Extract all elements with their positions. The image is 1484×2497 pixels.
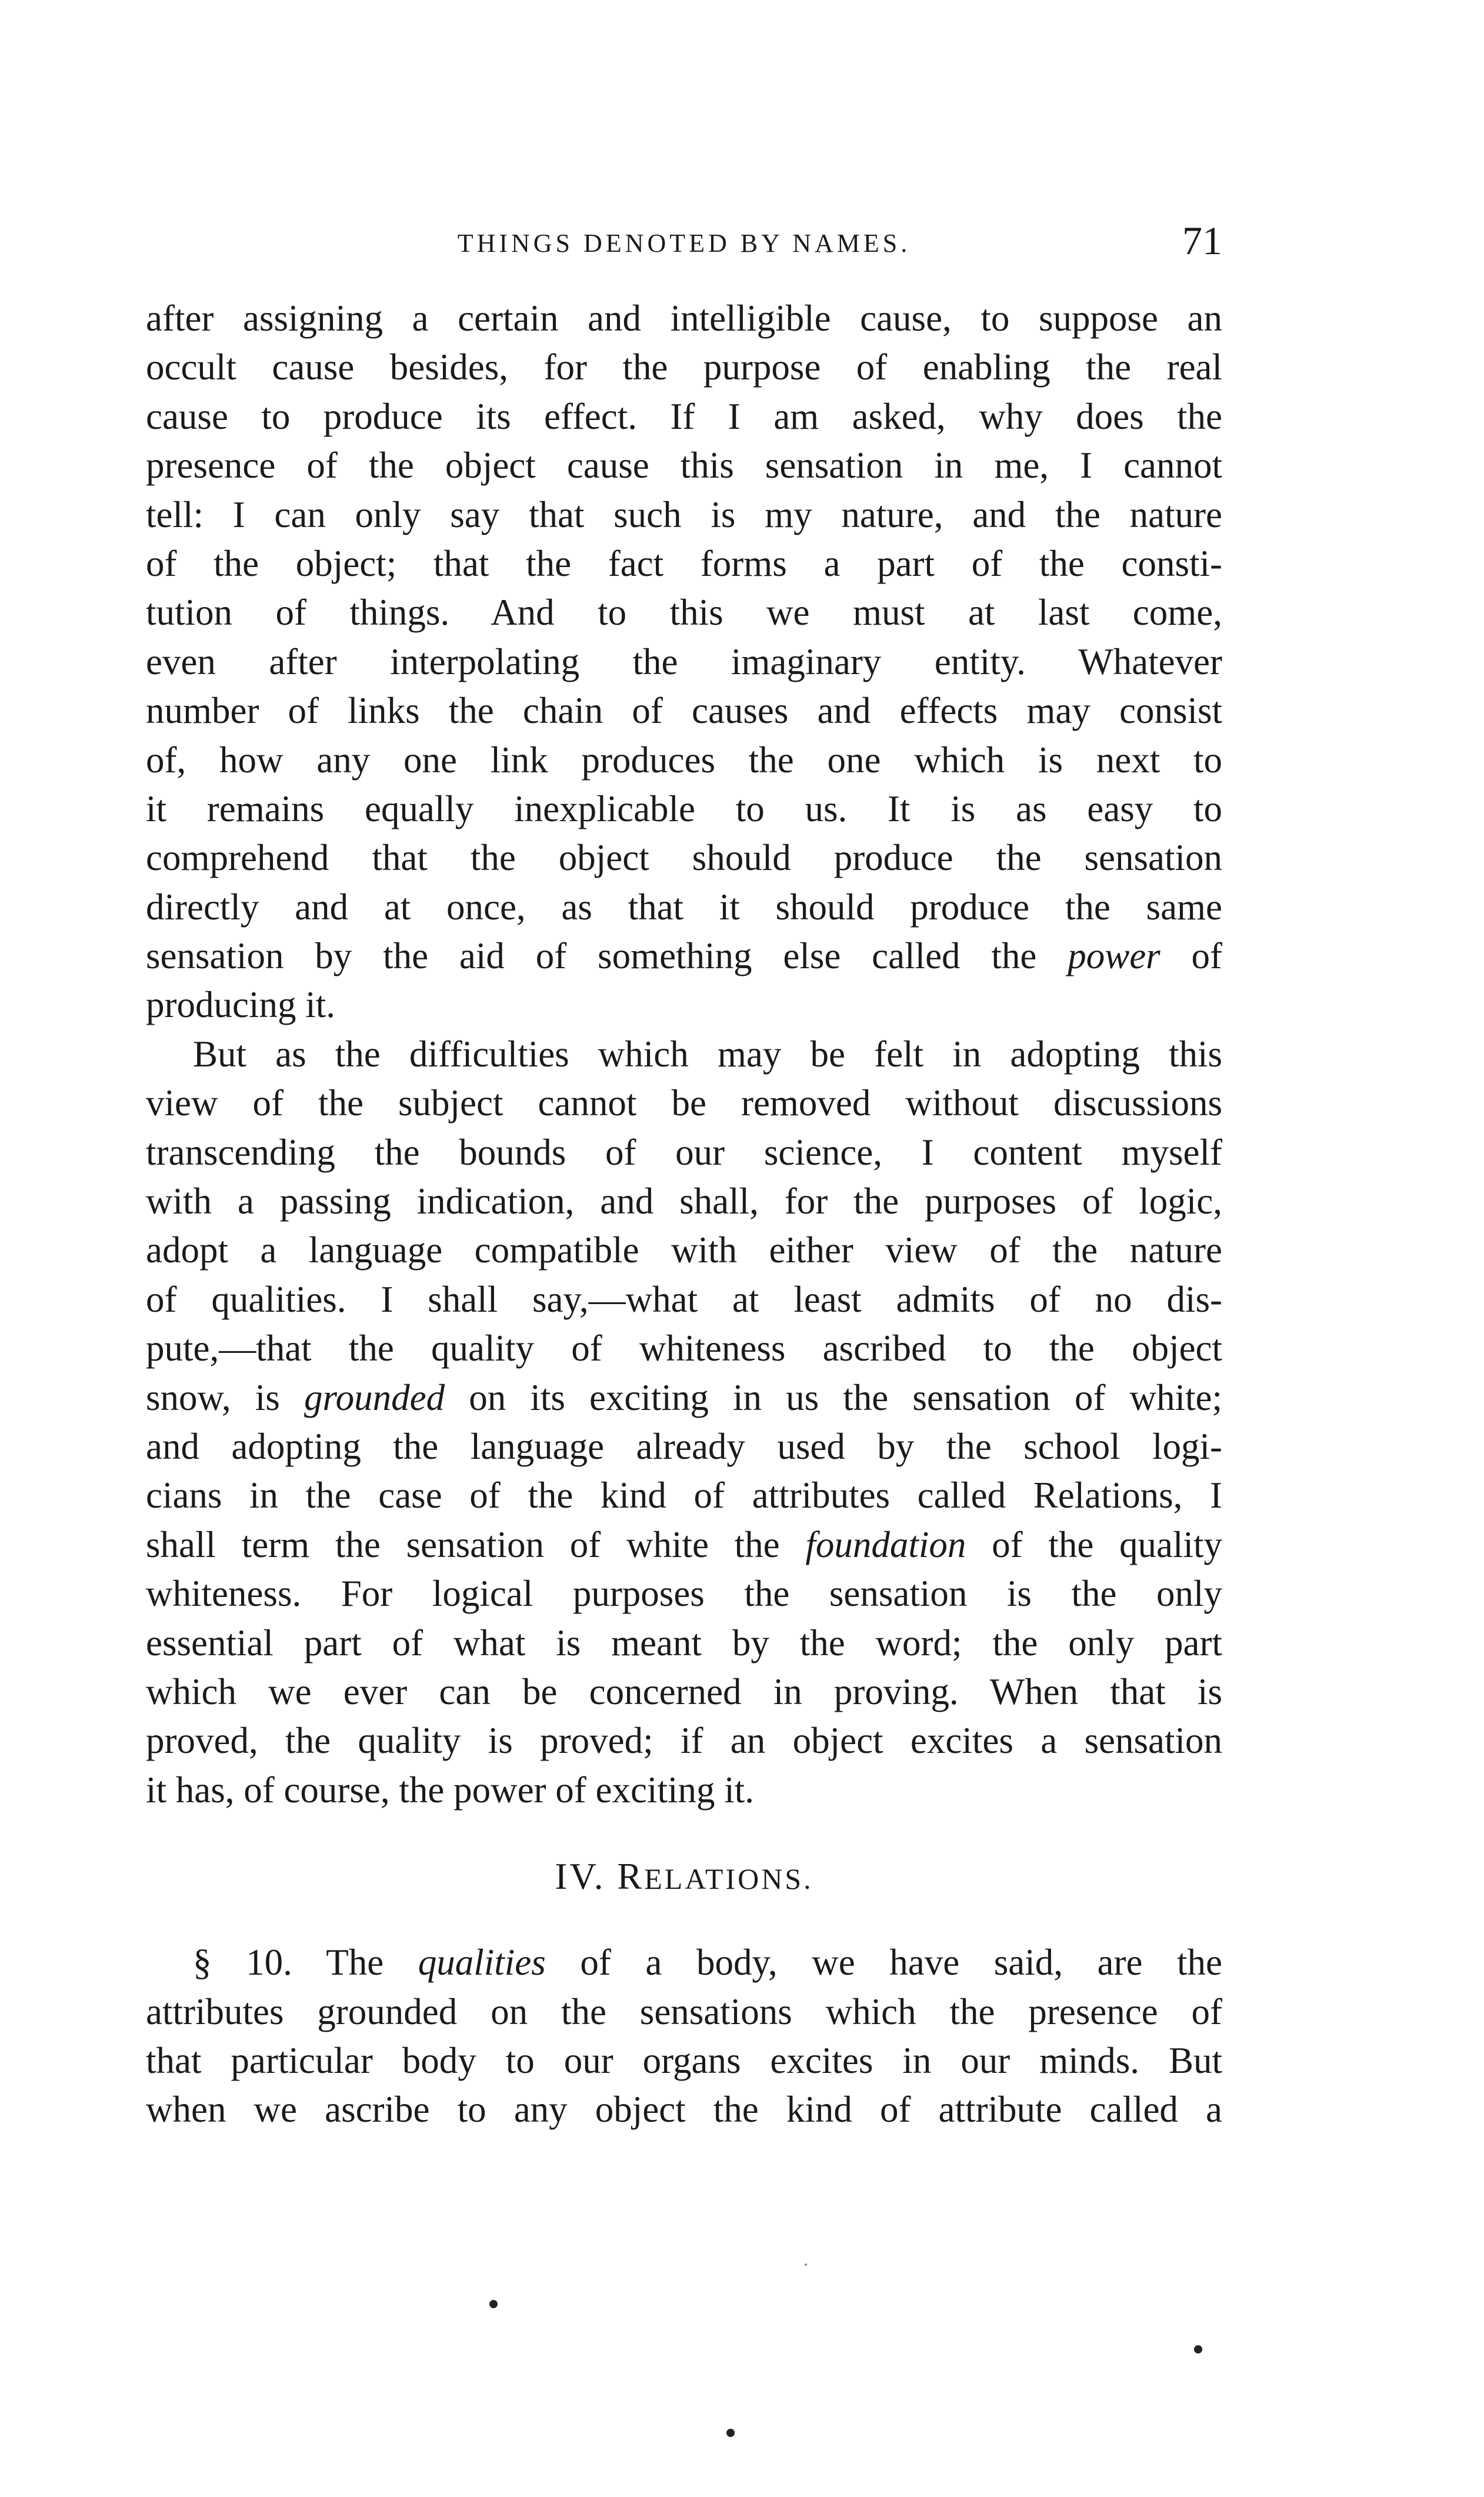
- text-line: it has, of course, the power of exciting it.: [146, 1769, 754, 1811]
- text-line: number of links the chain of causes and effects may consist: [146, 690, 1222, 732]
- section-heading: [146, 1815, 1222, 1938]
- text-line: when we ascribe to any object the kind of attribute called a: [146, 2089, 1222, 2131]
- text-segment: snow, is: [146, 1376, 280, 1418]
- text-segment: sensation by the aid of something else called the: [146, 935, 1037, 977]
- section-title-rest: ELATIONS.: [644, 1862, 813, 1896]
- text-line: [146, 1521, 1222, 1569]
- scan-speck: [805, 2263, 807, 2266]
- text-segment: of the quality: [992, 1523, 1223, 1565]
- page-number: 71: [1182, 218, 1222, 263]
- text-line: directly and at once, as that it should produce the same: [146, 886, 1222, 928]
- text-line: producing it.: [146, 984, 335, 1026]
- text-segment: shall term the sensation of white the: [146, 1523, 780, 1565]
- text-line: with a passing indication, and shall, for the purposes of logic,: [146, 1181, 1222, 1222]
- section-numeral: IV.: [555, 1856, 606, 1898]
- italic-word: foundation: [805, 1523, 966, 1565]
- text-segment: on its exciting in us the sensation of white;: [469, 1376, 1222, 1418]
- text-line: pute,—that the quality of whiteness ascribed to the object: [146, 1328, 1222, 1369]
- text-line: of the object; that the fact forms a part of the consti-: [146, 542, 1222, 584]
- text-line: whiteness. For logical purposes the sensation is the only: [146, 1573, 1222, 1615]
- text-line: and adopting the language already used by the school logi-: [146, 1425, 1222, 1467]
- text-line: presence of the object cause this sensation in me, I cannot: [146, 445, 1222, 486]
- text-line: tution of things. And to this we must at last come,: [146, 592, 1222, 634]
- text-line: [146, 1938, 1222, 1987]
- text-line: [146, 1373, 1222, 1422]
- text-line: cians in the case of the kind of attributes called Relations, I: [146, 1475, 1222, 1516]
- text-line: view of the subject cannot be removed without discussions: [146, 1082, 1222, 1124]
- text-line: tell: I can only say that such is my nature, and the nature: [146, 494, 1222, 535]
- running-head: [146, 218, 1222, 271]
- text-line: after assigning a certain and intelligible cause, to suppose an: [146, 298, 1222, 339]
- text-line: which we ever can be concerned in proving. When that is: [146, 1671, 1222, 1712]
- section-title-initial: R: [617, 1856, 645, 1898]
- text-line: essential part of what is meant by the word; the only part: [146, 1622, 1222, 1663]
- text-line: proved, the quality is proved; if an object excites a sensation: [146, 1720, 1222, 1762]
- text-line: attributes grounded on the sensations which the presence of: [146, 1991, 1222, 2032]
- text-line: adopt a language compatible with either view of the nature: [146, 1229, 1222, 1271]
- text-line: it remains equally inexplicable to us. It is as easy to: [146, 788, 1222, 829]
- body-text: [146, 294, 1222, 2135]
- italic-word: grounded: [304, 1376, 445, 1418]
- text-line: that particular body to our organs excites in our minds. But: [146, 2039, 1222, 2081]
- text-line: [146, 932, 1222, 981]
- text-segment: § 10. The: [193, 1942, 384, 1983]
- text-segment: of: [1191, 935, 1223, 977]
- text-line: transcending the bounds of our science, I content myself: [146, 1131, 1222, 1173]
- text-line: But as the difficulties which may be felt in adopting this: [193, 1033, 1222, 1075]
- italic-word: power: [1068, 935, 1160, 977]
- running-title: THINGS DENOTED BY NAMES.: [457, 229, 911, 258]
- text-segment: of a body, we have said, are the: [580, 1942, 1222, 1983]
- text-line: cause to produce its effect. If I am asked, why does the: [146, 395, 1222, 437]
- scan-speck: [726, 2429, 735, 2437]
- text-line: occult cause besides, for the purpose of enabling the real: [146, 346, 1222, 388]
- text-line: of, how any one link produces the one which is next to: [146, 739, 1222, 781]
- scan-speck: [1194, 2345, 1202, 2353]
- scan-speck: [489, 2300, 498, 2308]
- italic-word: qualities: [418, 1942, 546, 1983]
- text-line: even after interpolating the imaginary entity. Whatever: [146, 641, 1222, 682]
- text-line: comprehend that the object should produce the sensation: [146, 837, 1222, 879]
- text-line: of qualities. I shall say,—what at least admits of no dis-: [146, 1278, 1222, 1320]
